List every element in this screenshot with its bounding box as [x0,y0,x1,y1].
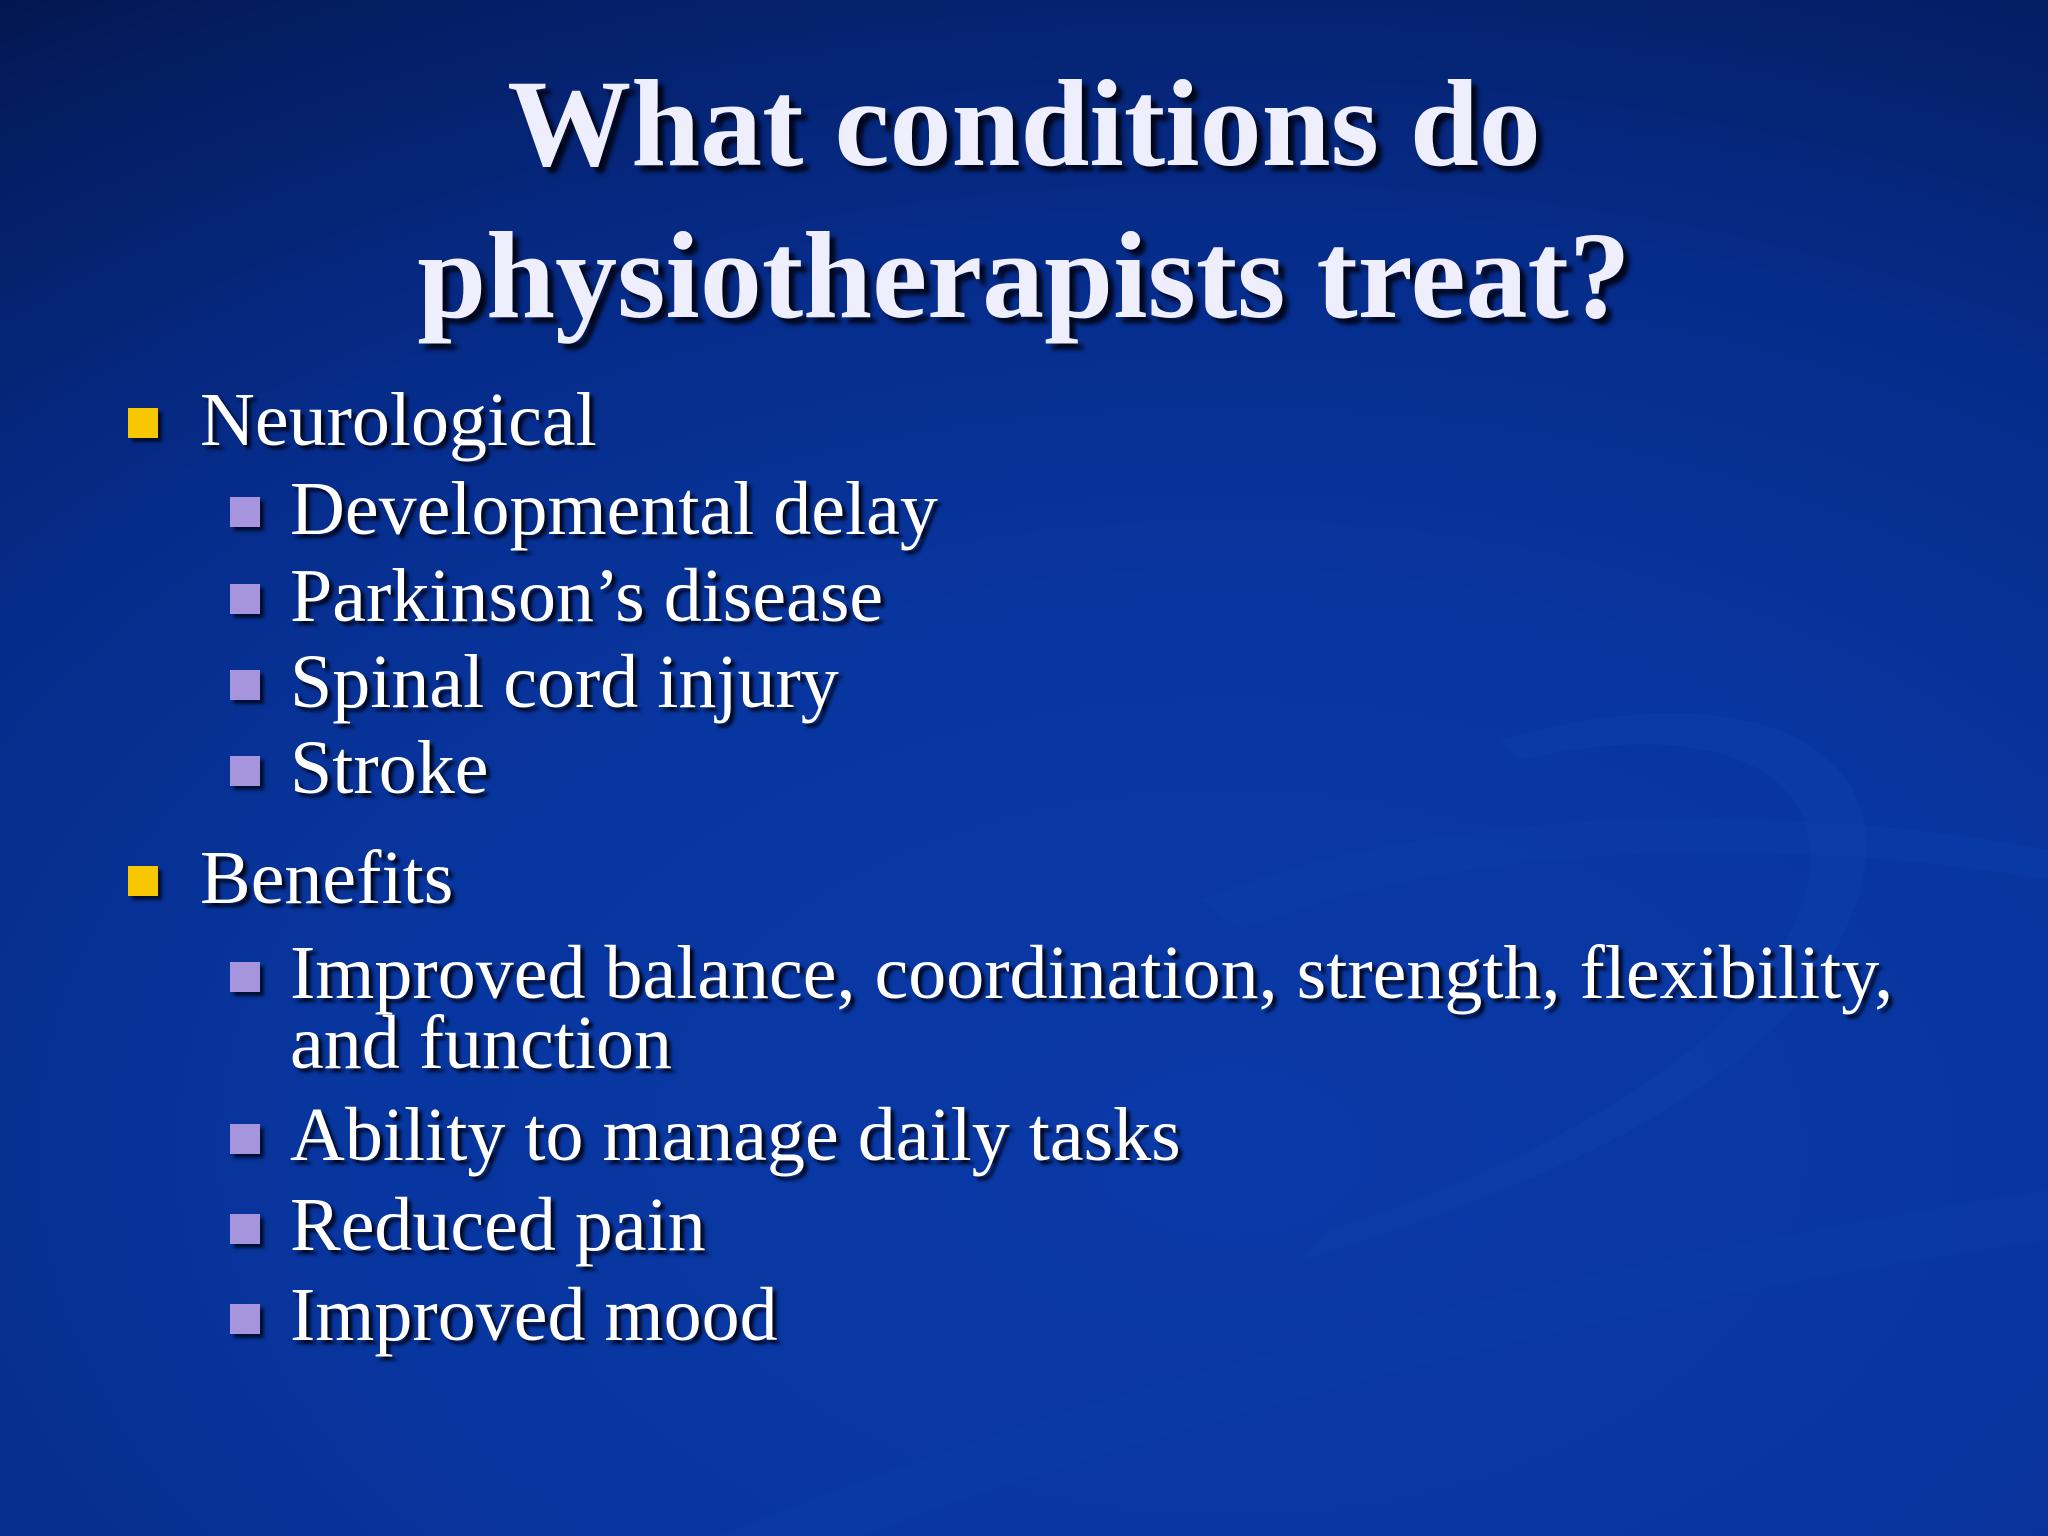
title-line-1: What conditions do [507,55,1541,192]
list-item: Ability to manage daily tasks [290,1093,1181,1177]
bullet-square-icon [230,584,260,614]
bullet-square-icon [230,756,260,786]
list-item: Improved balance, coordination, strength, flexibility, and function [290,931,1894,1085]
bullet-square-icon [230,1124,260,1154]
list-item: Spinal cord injury [290,640,839,724]
list-item: Parkinson’s disease [290,554,884,638]
bullet-square-icon [230,670,260,700]
bullet-square-icon [128,866,158,896]
bullet-square-icon [230,497,260,527]
list-item: Stroke [290,726,489,810]
bullet-square-icon [230,962,260,992]
list-item: Reduced pain [290,1183,706,1267]
bullet-square-icon [128,408,158,438]
bullet-square-icon [230,1304,260,1334]
bullet-square-icon [230,1214,260,1244]
section-heading-benefits: Benefits [200,836,454,920]
list-item: Improved mood [290,1273,778,1357]
section-heading-neurological: Neurological [200,378,597,462]
list-item: Developmental delay [290,467,938,551]
title-line-2: physiotherapists treat? [417,207,1631,344]
